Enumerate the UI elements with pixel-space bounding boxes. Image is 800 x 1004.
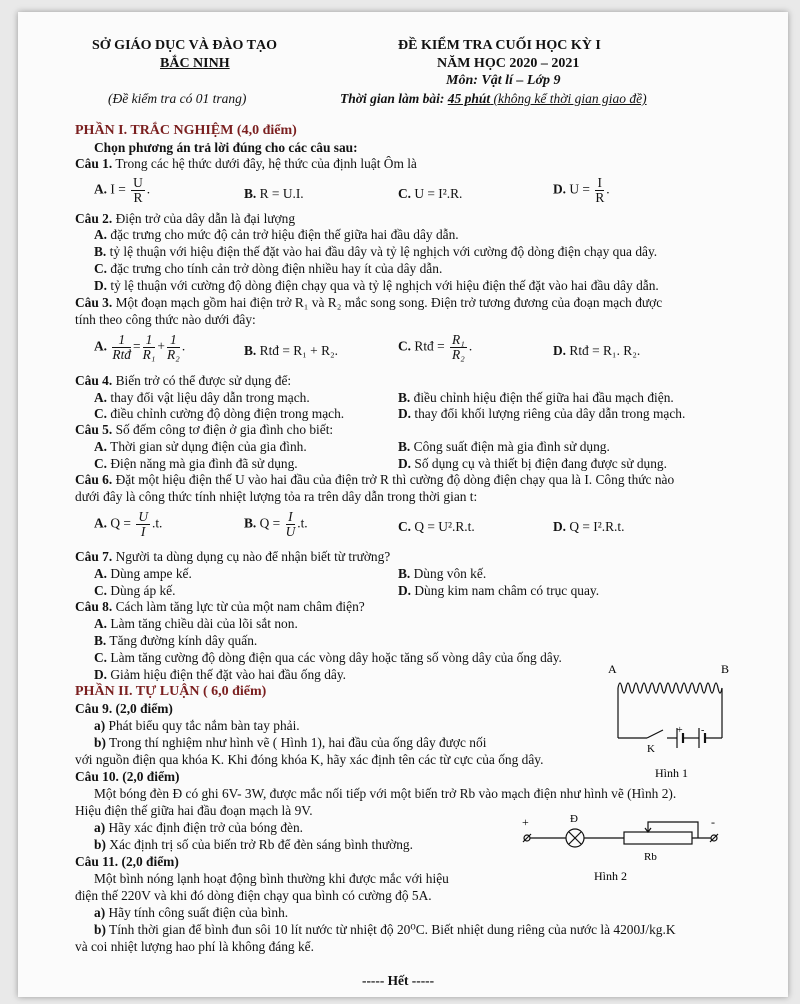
option-letter: A. <box>94 616 108 631</box>
question-6-line2: dưới đây là công thức tính nhiệt lượng tỏa ra trên dây dẫn trong thời gian t: <box>75 489 478 504</box>
option-text: Tăng đường kính dây quấn. <box>109 633 258 648</box>
question-text: Người ta dùng dụng cụ nào để nhận biết từ trường? <box>112 549 391 564</box>
question-10-line2: Hiệu điện thế giữa hai đầu đoạn mạch là 9V. <box>75 803 313 818</box>
option-text: R = U.I. <box>259 186 304 201</box>
question-text: Đặt một hiệu điện thế U vào hai đầu của điện trở R thì cường độ dòng điện chạy qua là I. Công thức nào <box>112 472 675 487</box>
q7-option-c <box>94 583 175 599</box>
sub-text: Trong thí nghiệm như hình vẽ ( Hình 1), hai đầu của ống dây được nối <box>109 735 487 750</box>
option-letter: C. <box>94 650 108 665</box>
fraction-denominator: R <box>595 190 605 205</box>
question-11-text: Một bình nóng lạnh hoạt động bình thường khi được mắc với hiệu <box>94 871 449 886</box>
question-11-line2: điện thế 220V và khi đó dòng điện chạy qua bình có cường độ 5A. <box>75 888 432 903</box>
option-letter: B. <box>244 515 257 531</box>
solenoid-coil-icon <box>618 683 722 748</box>
equals-sign: = <box>133 338 141 354</box>
option-letter: A. <box>94 566 108 581</box>
option-text: Q = <box>110 515 135 531</box>
option-letter: C. <box>398 519 412 534</box>
option-text: tỷ lệ thuận với cường độ dòng điện chạy qua và tỷ lệ nghịch với hiệu điện thế đặt vào hai đầu dây dẫn. <box>110 278 659 293</box>
page-count-note: (Đề kiểm tra có 01 trang) <box>108 91 247 106</box>
question-label: Câu 3. <box>75 295 113 310</box>
fraction-denominator: I <box>140 524 146 539</box>
question-8 <box>75 599 365 615</box>
q1-option-c <box>398 186 462 202</box>
lamp-icon <box>566 829 584 847</box>
q11-part-b-line2: và coi nhiệt lượng hao phí là không đáng kể. <box>75 939 314 954</box>
q9-part-b-line2: với nguồn điện qua khóa K. Khi đóng khóa K, hãy xác định tên các từ cực của ống dây. <box>75 752 544 767</box>
option-text: Dùng kim nam châm có trục quay. <box>414 583 600 598</box>
question-label: Câu 2. <box>75 211 113 226</box>
option-text: . <box>606 181 610 197</box>
option-letter: D. <box>553 343 567 358</box>
option-text: đặc trưng cho mức độ cản trở hiệu điện thế giữa hai đầu dây dẫn. <box>110 227 459 242</box>
q2-option-a <box>94 227 459 243</box>
option-letter: C. <box>94 583 108 598</box>
sub-label: b) <box>94 922 106 937</box>
option-letter: D. <box>553 181 567 197</box>
q9-part-b <box>94 735 486 751</box>
question-label: Câu 5. <box>75 422 113 437</box>
school-year: NĂM HỌC 2020 – 2021 <box>437 56 580 71</box>
option-text: Làm tăng chiều dài của lõi sắt non. <box>110 616 298 631</box>
option-letter: B. <box>398 390 411 405</box>
option-text: Số dụng cụ và thiết bị điện đang được sử dụng. <box>414 456 667 471</box>
question-6 <box>75 472 674 488</box>
option-letter: D. <box>94 667 108 682</box>
minus-sign: - <box>711 815 715 829</box>
option-letter: B. <box>94 633 107 648</box>
q1-option-d <box>553 176 610 205</box>
q4-option-a <box>94 390 310 406</box>
option-text: . <box>181 338 186 354</box>
question-label: Câu 8. <box>75 599 113 614</box>
option-text: Giảm hiệu điện thế đặt vào hai đầu ống dây. <box>110 667 347 682</box>
q1-option-b <box>244 186 304 202</box>
q3-option-c <box>398 333 472 362</box>
terminal-positive-icon <box>523 834 531 842</box>
question-7 <box>75 549 390 565</box>
option-text: Q = U².R.t. <box>414 519 475 534</box>
coil-end-a-label: A <box>608 662 617 676</box>
option-text: Dùng áp kế. <box>110 583 176 598</box>
option-text: điều chỉnh hiệu điện thế giữa hai đầu mạch điện. <box>413 390 674 405</box>
option-letter: D. <box>398 583 412 598</box>
option-text: Rtđ = R₁. R₂. <box>569 343 641 358</box>
plus-sign: + <box>677 725 683 736</box>
option-text: Rtđ = <box>414 338 448 354</box>
option-text: Q = <box>259 515 284 531</box>
question-label: Câu 4. <box>75 373 113 388</box>
question-2 <box>75 211 295 227</box>
figure-1-diagram <box>605 660 743 785</box>
question-10: Câu 10. (2,0 điểm) <box>75 769 180 784</box>
option-letter: B. <box>244 186 257 201</box>
question-4 <box>75 373 291 389</box>
sub-label: b) <box>94 837 106 852</box>
option-letter: C. <box>94 261 108 276</box>
question-text: Một đoạn mạch gồm hai điện trở R₁ và R₂ mắc song song. Điện trở tương đương của đoạn mạch được <box>112 295 663 310</box>
question-text: Điện trở của dây dẫn là đại lượng <box>112 211 296 226</box>
fraction-denominator: U <box>285 524 296 539</box>
option-text: .t. <box>297 515 308 531</box>
sub-label: a) <box>94 905 106 920</box>
option-letter: D. <box>553 519 567 534</box>
question-11: Câu 11. (2,0 điểm) <box>75 854 179 869</box>
q8-option-d <box>94 667 346 683</box>
q10-part-a <box>94 820 303 836</box>
option-text: Làm tăng cường độ dòng điện qua các vòng dây hoặc tăng số vòng dây của ống dây. <box>110 650 562 665</box>
option-letter: C. <box>398 338 412 354</box>
option-text: . <box>146 181 151 197</box>
option-text: thay đổi vật liệu dây dẫn trong mạch. <box>110 390 310 405</box>
q3-option-d <box>553 343 640 359</box>
switch-k-icon <box>647 730 663 738</box>
option-text: Q = I².R.t. <box>569 519 625 534</box>
q5-option-b <box>398 439 610 455</box>
part1-instruction: Chọn phương án trả lời đúng cho các câu sau: <box>94 140 358 155</box>
fraction-denominator: R₁ <box>142 347 156 362</box>
option-letter: D. <box>398 406 412 421</box>
q2-option-c <box>94 261 442 277</box>
fraction-numerator: I <box>595 176 604 191</box>
option-letter: A. <box>94 227 108 242</box>
sub-text: Hãy xác định điện trở của bóng đèn. <box>108 820 304 835</box>
option-letter: C. <box>398 186 412 201</box>
q11-part-a <box>94 905 288 921</box>
sub-label: b) <box>94 735 106 750</box>
option-letter: D. <box>94 278 108 293</box>
q5-option-c <box>94 456 298 472</box>
q10-part-b <box>94 837 413 853</box>
option-text: .t. <box>151 515 163 531</box>
sub-text: Xác định trị số của biến trở Rb để đèn sáng bình thường. <box>109 837 413 852</box>
fraction-numerator: 1 <box>167 333 180 348</box>
sub-text: Phát biểu quy tắc nắm bàn tay phải. <box>108 718 300 733</box>
minus-sign: - <box>701 725 705 736</box>
rheostat-label: Rb <box>644 851 657 863</box>
option-text: U = I².R. <box>414 186 463 201</box>
option-letter: A. <box>94 338 108 354</box>
option-letter: A. <box>94 515 108 531</box>
q8-option-b <box>94 633 257 649</box>
option-text: Dùng ampe kế. <box>110 566 192 581</box>
option-text: . <box>468 338 473 354</box>
option-letter: C. <box>94 406 108 421</box>
end-marker: ----- Hết ----- <box>362 973 435 988</box>
fraction-denominator: R₂ <box>166 347 180 362</box>
part1-title: PHẦN I. TRẮC NGHIỆM (4,0 điểm) <box>75 123 297 138</box>
question-3 <box>75 295 662 311</box>
fraction-numerator: I <box>286 510 296 525</box>
rheostat-rb-icon <box>624 832 692 844</box>
time-value: 45 phút <box>447 91 491 106</box>
fraction-numerator: U <box>138 509 148 524</box>
question-10-text: Một bóng đèn Đ có ghi 6V- 3W, được mắc nối tiếp với một biến trở Rb vào mạch điện như hình vẽ (Hình 2). <box>94 786 677 801</box>
question-1 <box>75 156 417 172</box>
option-letter: A. <box>94 390 108 405</box>
q3-option-b <box>244 343 338 359</box>
q1-option-a <box>94 176 150 205</box>
switch-k-label: K <box>647 743 655 755</box>
time-note: (không kể thời gian giao đề) <box>490 91 647 106</box>
q4-option-c <box>94 406 344 422</box>
fraction-numerator: 1 <box>143 333 156 348</box>
option-letter: A. <box>94 181 108 197</box>
fraction-numerator: R₁ <box>452 332 465 347</box>
plus-sign: + <box>157 338 165 354</box>
sub-text: Tính thời gian để bình đun sôi 10 lít nước từ nhiệt độ 20⁰C. Biết nhiệt dung riêng của nước là 4200J/kg.K <box>109 922 676 937</box>
q5-option-a <box>94 439 307 455</box>
sub-text: Hãy tính công suất điện của bình. <box>108 905 289 920</box>
sub-label: a) <box>94 718 106 733</box>
fraction-denominator: R₂ <box>452 347 465 362</box>
q6-option-c <box>398 519 475 535</box>
option-text: đặc trưng cho tính cản trở dòng điện nhiều hay ít của dây dẫn. <box>110 261 443 276</box>
option-text: Thời gian sử dụng điện của gia đình. <box>110 439 307 454</box>
q6-option-b <box>244 510 308 539</box>
q7-option-d <box>398 583 599 599</box>
coil-end-b-label: B <box>721 662 730 676</box>
q3-option-a <box>94 333 185 362</box>
q9-part-a <box>94 718 300 734</box>
option-text: Điện năng mà gia đình đã sử dụng. <box>110 456 298 471</box>
option-letter: A. <box>94 439 108 454</box>
question-5 <box>75 422 333 438</box>
option-letter: D. <box>398 456 412 471</box>
time-line <box>340 91 647 107</box>
question-label: Câu 6. <box>75 472 113 487</box>
option-text: thay đổi khối lượng riêng của dây dẫn trong mạch. <box>414 406 686 421</box>
terminal-negative-icon <box>710 834 718 842</box>
fraction-numerator: U <box>133 175 143 190</box>
subject-line: Môn: Vật lí – Lớp 9 <box>446 73 561 88</box>
option-text: tỷ lệ thuận với hiệu điện thế đặt vào hai đầu dây và tỷ lệ nghịch với cường độ dòng điện chạy qua dây. <box>109 244 658 259</box>
figure-1-caption: Hình 1 <box>655 766 688 780</box>
figure-2-caption: Hình 2 <box>594 869 627 883</box>
question-label: Câu 1. <box>75 156 113 171</box>
question-text: Biến trở có thể được sử dụng để: <box>112 373 292 388</box>
q7-option-b <box>398 566 486 582</box>
question-text: Cách làm tăng lực từ của một nam châm điện? <box>112 599 365 614</box>
q2-option-d <box>94 278 659 294</box>
fraction-denominator: Rtđ <box>112 347 131 362</box>
option-letter: B. <box>244 343 257 358</box>
figure-2-diagram <box>518 810 728 885</box>
q2-option-b <box>94 244 657 260</box>
option-letter: B. <box>94 244 107 259</box>
q6-option-a <box>94 510 162 539</box>
q4-option-b <box>398 390 674 406</box>
option-text: U = <box>569 181 594 197</box>
time-prefix: Thời gian làm bài: <box>340 91 448 106</box>
q8-option-c <box>94 650 562 666</box>
department-name: SỞ GIÁO DỤC VÀ ĐÀO TẠO <box>92 38 278 53</box>
q7-option-a <box>94 566 192 582</box>
question-text: Số đếm công tơ điện ở gia đình cho biết: <box>112 422 334 437</box>
option-letter: B. <box>398 439 411 454</box>
province-name: BẮC NINH <box>160 56 230 71</box>
exam-title: ĐỀ KIỂM TRA CUỐI HỌC KỲ I <box>398 38 601 53</box>
lamp-label: Đ <box>570 813 578 825</box>
q5-option-d <box>398 456 667 472</box>
option-text: Rtđ = R₁ + R₂. <box>259 343 339 358</box>
question-text: Trong các hệ thức dưới đây, hệ thức của định luật Ôm là <box>112 156 417 171</box>
question-3-line2: tính theo công thức nào dưới đây: <box>75 312 256 327</box>
fraction-numerator: 1 <box>112 333 131 348</box>
q4-option-d <box>398 406 685 422</box>
option-text: I = <box>110 181 130 197</box>
option-letter: B. <box>398 566 411 581</box>
option-text: điều chỉnh cường độ dòng điện trong mạch. <box>110 406 345 421</box>
option-letter: C. <box>94 456 108 471</box>
q8-option-a <box>94 616 298 632</box>
fraction-denominator: R <box>133 190 143 205</box>
q11-part-b <box>94 922 676 938</box>
question-9: Câu 9. (2,0 điểm) <box>75 701 173 716</box>
q6-option-d <box>553 519 624 535</box>
question-label: Câu 7. <box>75 549 113 564</box>
sub-label: a) <box>94 820 106 835</box>
option-text: Dùng vôn kế. <box>413 566 487 581</box>
option-text: Công suất điện mà gia đình sử dụng. <box>413 439 610 454</box>
plus-sign: + <box>522 815 529 829</box>
part2-title: PHẦN II. TỰ LUẬN ( 6,0 điểm) <box>75 684 267 699</box>
